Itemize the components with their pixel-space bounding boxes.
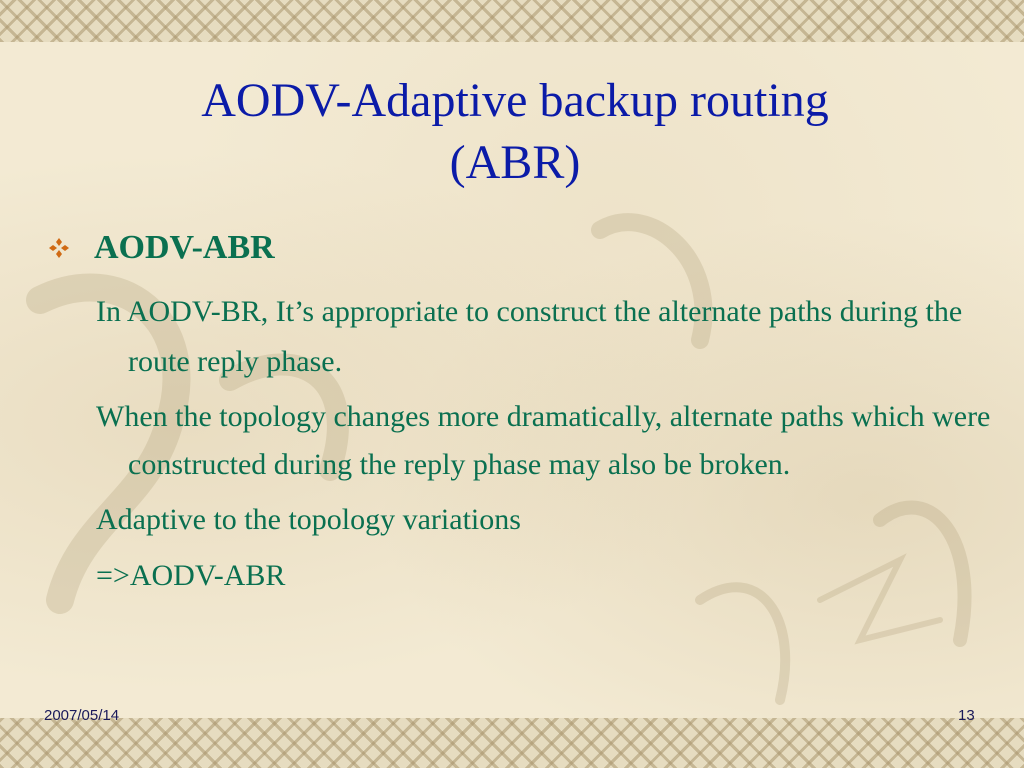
slide-title: [60, 70, 970, 194]
page-number: 13: [958, 707, 975, 724]
bottom-decorative-band: [0, 718, 1024, 768]
title-line-1: AODV-Adaptive backup routing: [201, 74, 829, 127]
slide-body: [96, 287, 996, 607]
paragraph-2: When the topology changes more dramatically, alternate paths which were constructed during the reply phase may also be broken.: [96, 400, 991, 481]
bullet-heading: AODV-ABR: [94, 229, 275, 266]
four-diamond-bullet-icon: [48, 237, 70, 259]
paragraph-4: =>AODV-ABR: [96, 559, 286, 592]
footer-date: 2007/05/14: [44, 707, 120, 724]
bullet-row: [48, 226, 275, 270]
paragraph-3: Adaptive to the topology variations: [96, 503, 521, 536]
title-line-2: (ABR): [449, 136, 581, 189]
paragraph-1: In AODV-BR, It’s appropriate to construct the alternate paths during the route reply phase.: [96, 295, 963, 378]
